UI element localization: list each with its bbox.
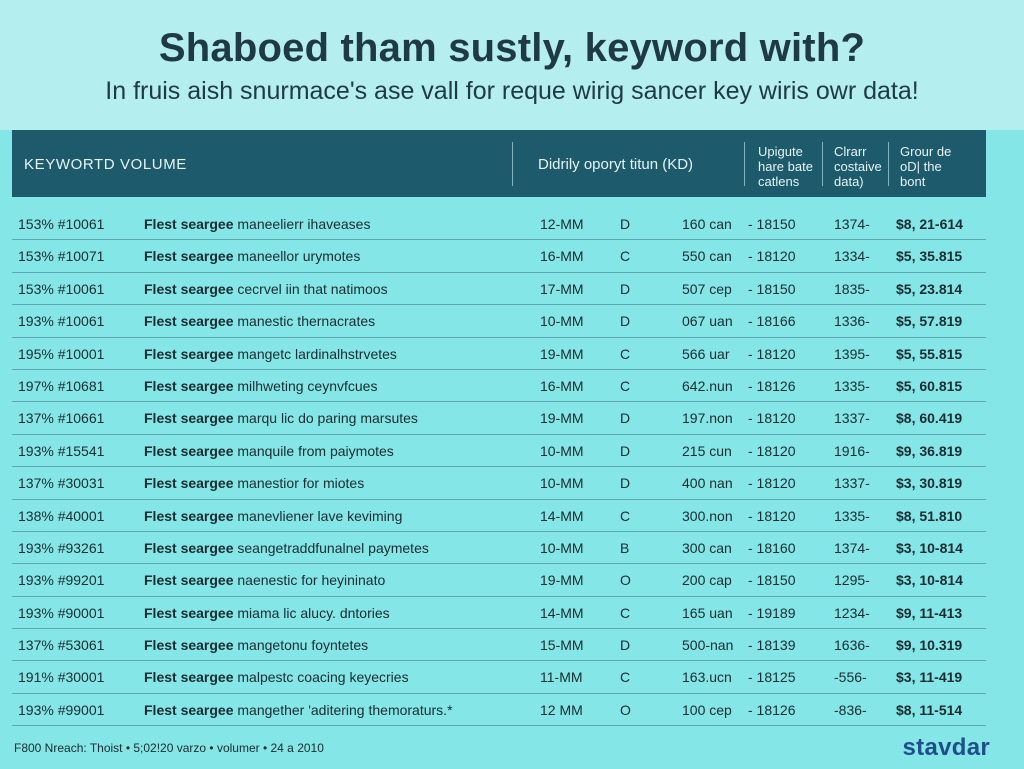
price-cell: $3, 11-419 <box>896 669 963 686</box>
volume-cell: 10-MM <box>540 442 584 459</box>
keyword-prefix: Flest seargee <box>144 216 234 232</box>
difficulty-cell: O <box>620 701 631 718</box>
page-subtitle: In fruis aish snurmace's ase vall for reque wirig sancer key wiris owr data! <box>105 77 919 105</box>
price-cell: $8, 21-614 <box>896 216 963 232</box>
table-row[interactable] <box>12 467 986 499</box>
cpc-cell: 550 can <box>682 248 732 265</box>
keyword-prefix: Flest seargee <box>144 539 234 556</box>
keyword-prefix: Flest seargee <box>144 345 234 362</box>
keyword-prefix: Flest seargee <box>144 313 234 330</box>
table-row[interactable] <box>12 435 986 467</box>
keyword-text: milhweting ceynvfcues <box>237 377 378 394</box>
volume-cell: 10-MM <box>540 475 584 492</box>
price-cell: $3, 10-814 <box>896 572 963 589</box>
price-cell: $9, 11-413 <box>896 604 963 621</box>
difficulty-cell: D <box>620 280 631 297</box>
volume-cell: 14-MM <box>540 604 584 621</box>
keyword-text: cecrvel iin that natimoos <box>237 280 388 297</box>
chart-cell: 1374- <box>834 539 870 556</box>
table-row[interactable] <box>12 240 986 272</box>
price-cell: $5, 35.815 <box>896 248 963 265</box>
cpc-cell: 100 cep <box>682 701 732 718</box>
rank-cell: 193% #99201 <box>18 572 105 589</box>
cpc-cell: 300.non <box>682 507 733 524</box>
keyword-cell <box>144 572 385 588</box>
update-cell: - 18125 <box>748 669 796 686</box>
table-row[interactable] <box>12 402 986 434</box>
keyword-text: miama lic alucy. dntories <box>237 604 390 621</box>
column-header-group[interactable]: Grour de oD| the bont <box>900 144 952 189</box>
keyword-prefix: Flest seargee <box>144 410 234 427</box>
cpc-cell: 200 cap <box>682 572 732 589</box>
table-row[interactable] <box>12 532 986 564</box>
keyword-prefix: Flest seargee <box>144 377 234 394</box>
cpc-cell: 163.ucn <box>682 669 732 686</box>
keyword-text: manevliener lave keviming <box>237 507 403 524</box>
keyword-text: maneelierr ihaveases <box>237 216 371 232</box>
price-cell: $8, 11-514 <box>896 701 963 718</box>
table-row[interactable] <box>12 370 986 402</box>
difficulty-cell: O <box>620 572 631 589</box>
column-header-update[interactable]: Upigute hare bate catlens <box>758 144 813 189</box>
keyword-text: mangetonu foyntetes <box>237 637 369 654</box>
chart-cell: 1335- <box>834 507 870 524</box>
keyword-cell <box>144 508 402 524</box>
chart-cell: 1234- <box>834 604 870 621</box>
update-cell: - 18120 <box>748 442 796 459</box>
update-cell: - 18126 <box>748 701 796 718</box>
column-header-keyword-volume[interactable]: KEYWORTD VOLUME <box>24 156 187 173</box>
price-cell: $9, 36.819 <box>896 442 963 459</box>
update-cell: - 18120 <box>748 248 796 265</box>
table-row[interactable] <box>12 661 986 693</box>
difficulty-cell: D <box>620 475 631 492</box>
keyword-cell <box>144 702 453 718</box>
rank-cell: 191% #30001 <box>18 669 105 686</box>
page-header <box>0 0 1024 130</box>
column-divider <box>744 142 745 186</box>
chart-cell: -836- <box>834 701 867 718</box>
table-row[interactable] <box>12 629 986 661</box>
keyword-cell <box>144 443 394 459</box>
keyword-text: seangetraddfunalnel paymetes <box>237 539 429 556</box>
difficulty-cell: C <box>620 669 631 686</box>
rank-cell: 193% #90001 <box>18 604 105 621</box>
keyword-prefix: Flest seargee <box>144 701 234 718</box>
table-row[interactable] <box>12 273 986 305</box>
footer-note: F800 Nreach: Thoist • 5;02!20 varzo • volumer • 24 a 2010 <box>14 741 324 755</box>
cpc-cell: 300 can <box>682 539 732 556</box>
volume-cell: 17-MM <box>540 280 584 297</box>
column-divider <box>512 142 513 186</box>
price-cell: $5, 60.815 <box>896 377 963 394</box>
cpc-cell: 197.non <box>682 410 733 427</box>
keyword-cell <box>144 637 368 653</box>
keyword-text: naenestic for heyininato <box>237 572 386 589</box>
chart-cell: 1395- <box>834 345 870 362</box>
keyword-cell <box>144 281 388 297</box>
price-cell: $5, 55.815 <box>896 345 963 362</box>
keyword-cell <box>144 540 429 556</box>
chart-cell: 1337- <box>834 410 870 427</box>
keyword-prefix: Flest seargee <box>144 475 234 492</box>
keyword-text: manquile from paiymotes <box>237 442 394 459</box>
cpc-cell: 215 cun <box>682 442 732 459</box>
cpc-cell: 400 nan <box>682 475 733 492</box>
difficulty-cell: D <box>620 442 631 459</box>
price-cell: $5, 57.819 <box>896 313 963 330</box>
difficulty-cell: C <box>620 377 631 394</box>
update-cell: - 18150 <box>748 572 796 589</box>
chart-cell: 1374- <box>834 216 870 232</box>
price-cell: $3, 10-814 <box>896 539 963 556</box>
rank-cell: 193% #15541 <box>18 442 105 459</box>
volume-cell: 12-MM <box>540 216 584 232</box>
chart-cell: 1916- <box>834 442 870 459</box>
keyword-text: mangetc lardinalhstrvetes <box>237 345 397 362</box>
keyword-prefix: Flest seargee <box>144 248 234 265</box>
price-cell: $9, 10.319 <box>896 637 963 654</box>
keyword-cell <box>144 313 375 329</box>
volume-cell: 12 MM <box>540 701 583 718</box>
rank-cell: 138% #40001 <box>18 507 105 524</box>
volume-cell: 15-MM <box>540 637 584 654</box>
cpc-cell: 507 cep <box>682 280 732 297</box>
volume-cell: 19-MM <box>540 572 584 589</box>
update-cell: - 19189 <box>748 604 796 621</box>
column-divider <box>888 142 889 186</box>
rank-cell: 137% #53061 <box>18 637 105 654</box>
column-header-difficulty[interactable]: Didrily oporyt titun (KD) <box>538 156 694 173</box>
difficulty-cell: C <box>620 507 631 524</box>
cpc-cell: 165 uan <box>682 604 733 621</box>
keyword-table-body <box>12 208 986 726</box>
update-cell: - 18139 <box>748 637 796 654</box>
page-title: Shaboed tham sustly, keyword with? <box>158 26 866 70</box>
chart-cell: 1336- <box>834 313 870 330</box>
difficulty-cell: C <box>620 248 631 265</box>
column-divider <box>822 142 823 186</box>
chart-cell: 1295- <box>834 572 870 589</box>
table-row[interactable] <box>12 338 986 370</box>
volume-cell: 19-MM <box>540 410 584 427</box>
keyword-prefix: Flest seargee <box>144 280 234 297</box>
chart-cell: -556- <box>834 669 867 686</box>
rank-cell: 193% #99001 <box>18 701 105 718</box>
rank-cell: 137% #30031 <box>18 475 105 492</box>
volume-cell: 10-MM <box>540 313 584 330</box>
price-cell: $8, 51.810 <box>896 507 963 524</box>
difficulty-cell: B <box>620 539 630 556</box>
update-cell: - 18120 <box>748 345 796 362</box>
keyword-cell <box>144 605 390 621</box>
table-row[interactable] <box>12 500 986 532</box>
volume-cell: 16-MM <box>540 377 584 394</box>
rank-cell: 193% #93261 <box>18 539 105 556</box>
table-row[interactable] <box>12 305 986 337</box>
table-header <box>12 130 986 197</box>
update-cell: - 18150 <box>748 280 796 297</box>
rank-cell: 197% #10681 <box>18 377 105 394</box>
chart-cell: 1636- <box>834 637 870 654</box>
rank-cell: 193% #10061 <box>18 313 105 330</box>
difficulty-cell: D <box>620 637 631 654</box>
price-cell: $3, 30.819 <box>896 475 963 492</box>
volume-cell: 14-MM <box>540 507 584 524</box>
keyword-cell <box>144 410 418 426</box>
rank-cell: 153% #10061 <box>18 216 105 232</box>
update-cell: - 18120 <box>748 410 796 427</box>
update-cell: - 18150 <box>748 216 796 232</box>
update-cell: - 18120 <box>748 475 796 492</box>
cpc-cell: 160 can <box>682 216 732 232</box>
cpc-cell: 642.nun <box>682 377 733 394</box>
keyword-prefix: Flest seargee <box>144 669 234 686</box>
rank-cell: 195% #10001 <box>18 345 105 362</box>
volume-cell: 10-MM <box>540 539 584 556</box>
keyword-cell <box>144 475 364 491</box>
table-row[interactable] <box>12 694 986 726</box>
keyword-prefix: Flest seargee <box>144 604 234 621</box>
keyword-text: maneellor urymotes <box>237 248 361 265</box>
cpc-cell: 566 uar <box>682 345 730 362</box>
keyword-cell <box>144 346 397 362</box>
difficulty-cell: C <box>620 345 631 362</box>
rank-cell: 137% #10661 <box>18 410 105 427</box>
keyword-prefix: Flest seargee <box>144 637 234 654</box>
rank-cell: 153% #10061 <box>18 280 105 297</box>
chart-cell: 1334- <box>834 248 870 265</box>
table-row[interactable] <box>12 564 986 596</box>
price-cell: $5, 23.814 <box>896 280 963 297</box>
keyword-text: marqu lic do paring marsutes <box>237 410 418 427</box>
keyword-text: malpestc coacing keyecries <box>237 669 409 686</box>
difficulty-cell: C <box>620 604 631 621</box>
rank-cell: 153% #10071 <box>18 248 105 265</box>
update-cell: - 18126 <box>748 377 796 394</box>
chart-cell: 1335- <box>834 377 870 394</box>
keyword-prefix: Flest seargee <box>144 507 234 524</box>
difficulty-cell: D <box>620 313 631 330</box>
volume-cell: 16-MM <box>540 248 584 265</box>
keyword-cell <box>144 248 360 264</box>
keyword-prefix: Flest seargee <box>144 572 234 589</box>
price-cell: $8, 60.419 <box>896 410 963 427</box>
brand-logo[interactable]: stavdar <box>902 734 990 761</box>
keyword-text: manestic thernacrates <box>237 313 376 330</box>
column-header-chart[interactable]: Clrarr costaive data) <box>834 144 882 189</box>
volume-cell: 11-MM <box>540 669 583 686</box>
update-cell: - 18120 <box>748 507 796 524</box>
cpc-cell: 067 uan <box>682 313 733 330</box>
keyword-text: mangether 'aditering themoraturs.* <box>237 701 453 718</box>
table-row[interactable] <box>12 597 986 629</box>
update-cell: - 18166 <box>748 313 796 330</box>
chart-cell: 1835- <box>834 280 870 297</box>
chart-cell: 1337- <box>834 475 870 492</box>
keyword-prefix: Flest seargee <box>144 442 234 459</box>
keyword-text: manestior for miotes <box>237 475 365 492</box>
keyword-cell <box>144 378 377 394</box>
update-cell: - 18160 <box>748 539 796 556</box>
keyword-cell <box>144 669 409 685</box>
difficulty-cell: D <box>620 216 631 232</box>
difficulty-cell: D <box>620 410 631 427</box>
keyword-cell <box>144 216 370 232</box>
cpc-cell: 500-nan <box>682 637 734 654</box>
table-row[interactable] <box>12 208 986 240</box>
volume-cell: 19-MM <box>540 345 584 362</box>
